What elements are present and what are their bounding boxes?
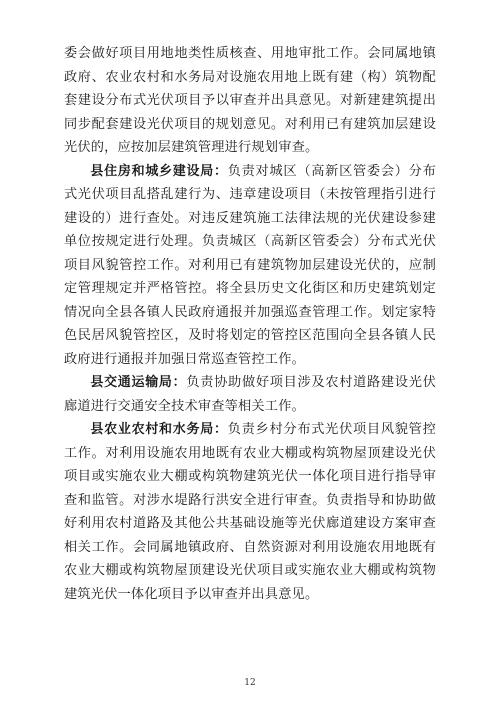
paragraph-housing-bureau xyxy=(64,160,436,372)
paragraph-text: 负责乡村分布式光伏项目风貌管控工作。对利用设施农用地既有农业大棚或构筑物屋顶建设光伏项目或实施农业大棚或构筑物建筑光伏一体化项目进行指导审查和监管。对涉水堤路行洪安全进行审查。负责指导和协助做好利用农村道路及其他公共基础设施等光伏廊道建设方案审查相关工作。会同属地镇政府、自然资源对利用设施农用地既有农业大棚或构筑物屋顶建设光伏项目或实施农业大棚或构筑物建筑光伏一体化项目予以审查并出具意见。 xyxy=(64,422,436,602)
paragraph-text: 委会做好项目用地地类性质核查、用地审批工作。会同属地镇政府、农业农村和水务局对设施农用地上既有建（构）筑物配套建设分布式光伏项目予以审查并出具意见。对新建建筑提出同步配套建设光伏项目的规划意见。对利用已有建筑加层建设光伏的，应按加层建筑管理进行规划审查。 xyxy=(64,46,436,155)
paragraph-text: 负责对城区（高新区管委会）分布式光伏项目乱搭乱建行为、违章建设项目（未按管理指引进行建设的）进行查处。对违反建筑施工法律法规的光伏建设参建单位按规定进行处理。负责城区（高新区管委会）分布式光伏项目风貌管控工作。对利用已有建筑物加层建设光伏的，应制定管理规定并严格管控。将全县历史文化街区和历史建筑划定情况向全县各镇人民政府通报并加强巡查管理工作。划定家特色民居风貌管控区，及时将划定的管控区范围向全县各镇人民政府进行通报并加强日常巡查管控工作。 xyxy=(64,163,436,367)
page-number: 12 xyxy=(244,678,256,688)
paragraph-continuation xyxy=(64,42,436,160)
document-body xyxy=(64,42,436,606)
department-heading: 县农业农村和水务局： xyxy=(90,422,228,437)
paragraph-text: 负责协助做好项目涉及农村道路建设光伏廊道进行交通安全技术审查等相关工作。 xyxy=(64,375,436,414)
department-heading: 县住房和城乡建设局： xyxy=(90,163,228,179)
paragraph-transport-bureau xyxy=(64,371,436,418)
paragraph-agriculture-water-bureau xyxy=(64,418,436,606)
department-heading: 县交通运输局： xyxy=(90,375,187,390)
